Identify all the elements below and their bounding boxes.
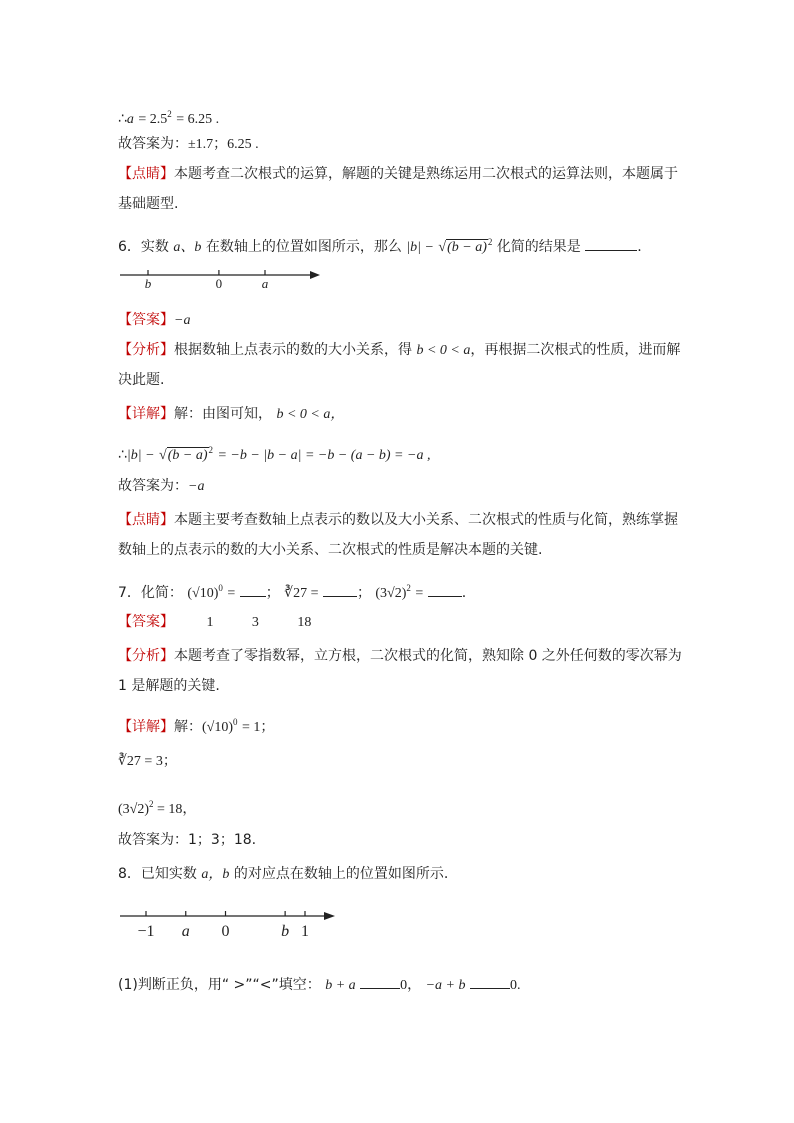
q7-detail-2: ∛27 = 3； (118, 754, 177, 769)
question-6-stem: 6．实数 a、b 在数轴上的位置如图所示，那么 $|b| - √(b - a)^2$ 化简的结果是 . (118, 237, 642, 255)
q6-final: 故答案为：−a (118, 478, 205, 494)
q8-axis-label-3: b (281, 923, 290, 940)
q7-analysis-1: 【分析】本题考查了零指数幂，立方根，二次根式的化简，熟知除 0 之外任何数的零次幂为 (118, 648, 682, 664)
q8-axis-label-4: 1 (301, 923, 309, 940)
q6-analysis-2: 决此题. (118, 372, 165, 388)
q6-answer: 【答案】−a (118, 312, 191, 328)
answer-blank-2[interactable] (323, 582, 357, 597)
q6-axis-label-0: b (144, 276, 152, 291)
prev-answer-line: 故答案为：±1.7；6.25 . (118, 136, 259, 152)
answer-blank-3[interactable] (428, 582, 462, 597)
q8-axis-label-2: 0 (221, 923, 230, 940)
q6-detail-1: 【详解】解：由图可知， b < 0 < a， (118, 406, 345, 422)
continued-equation: ∴a = $2.5^2 = 6.25$ . (118, 109, 220, 127)
q7-detail-1: 【详解】解：$(√10)^0 = 1$； (118, 717, 275, 735)
answer-blank-sign-2[interactable] (470, 974, 510, 989)
q8-sub-1: (1)判断正负，用“ >”“<”填空： b + a 0， −a + b 0. (118, 974, 520, 996)
q6-note-1: 【点睛】本题主要考查数轴上点表示的数以及大小关系、二次根式的性质与化简，熟练掌握 (118, 512, 678, 528)
q6-axis-label-2: a (261, 276, 269, 291)
answer-blank-1[interactable] (240, 582, 266, 597)
answer-blank-sign-1[interactable] (360, 974, 400, 989)
q7-detail-3: $(3√2)^2 = 18$， (118, 799, 197, 817)
question-7-stem: 7．化简： $(√10)^0$ = ； ∛27 = ； $(3√2)^2$ = . (118, 583, 467, 601)
q7-final: 故答案为：1；3；18. (118, 832, 257, 848)
q7-analysis-2: 1 是解题的关键. (118, 678, 220, 694)
prev-note-line-1: 【点睛】本题考查二次根式的运算，解题的关键是熟练运用二次根式的运算法则，本题属于 (118, 166, 678, 182)
prev-note-line-2: 基础题型. (118, 196, 179, 212)
q6-note-2: 数轴上的点表示的数的大小关系、二次根式的性质是解决本题的关键. (118, 542, 543, 558)
q8-axis-label-1: a (181, 923, 190, 940)
q7-answer: 【答案】 1 3 18 (118, 614, 312, 630)
answer-blank[interactable] (585, 236, 637, 251)
q8-axis-label-0: −1 (137, 923, 155, 940)
q6-axis-label-1: 0 (215, 276, 223, 291)
number-line-q8 (115, 904, 345, 944)
q6-detail-2: ∴|b| − $√(b - a)^2 = -b - |b - a| = -b - (a - b) = -a$ , (118, 445, 431, 463)
number-line-q6 (115, 264, 330, 294)
q6-analysis-1: 【分析】根据数轴上点表示的数的大小关系，得 b < 0 < a，再根据二次根式的性质，进而解 (118, 342, 681, 358)
question-8-stem: 8．已知实数 a，b 的对应点在数轴上的位置如图所示. (118, 866, 449, 882)
